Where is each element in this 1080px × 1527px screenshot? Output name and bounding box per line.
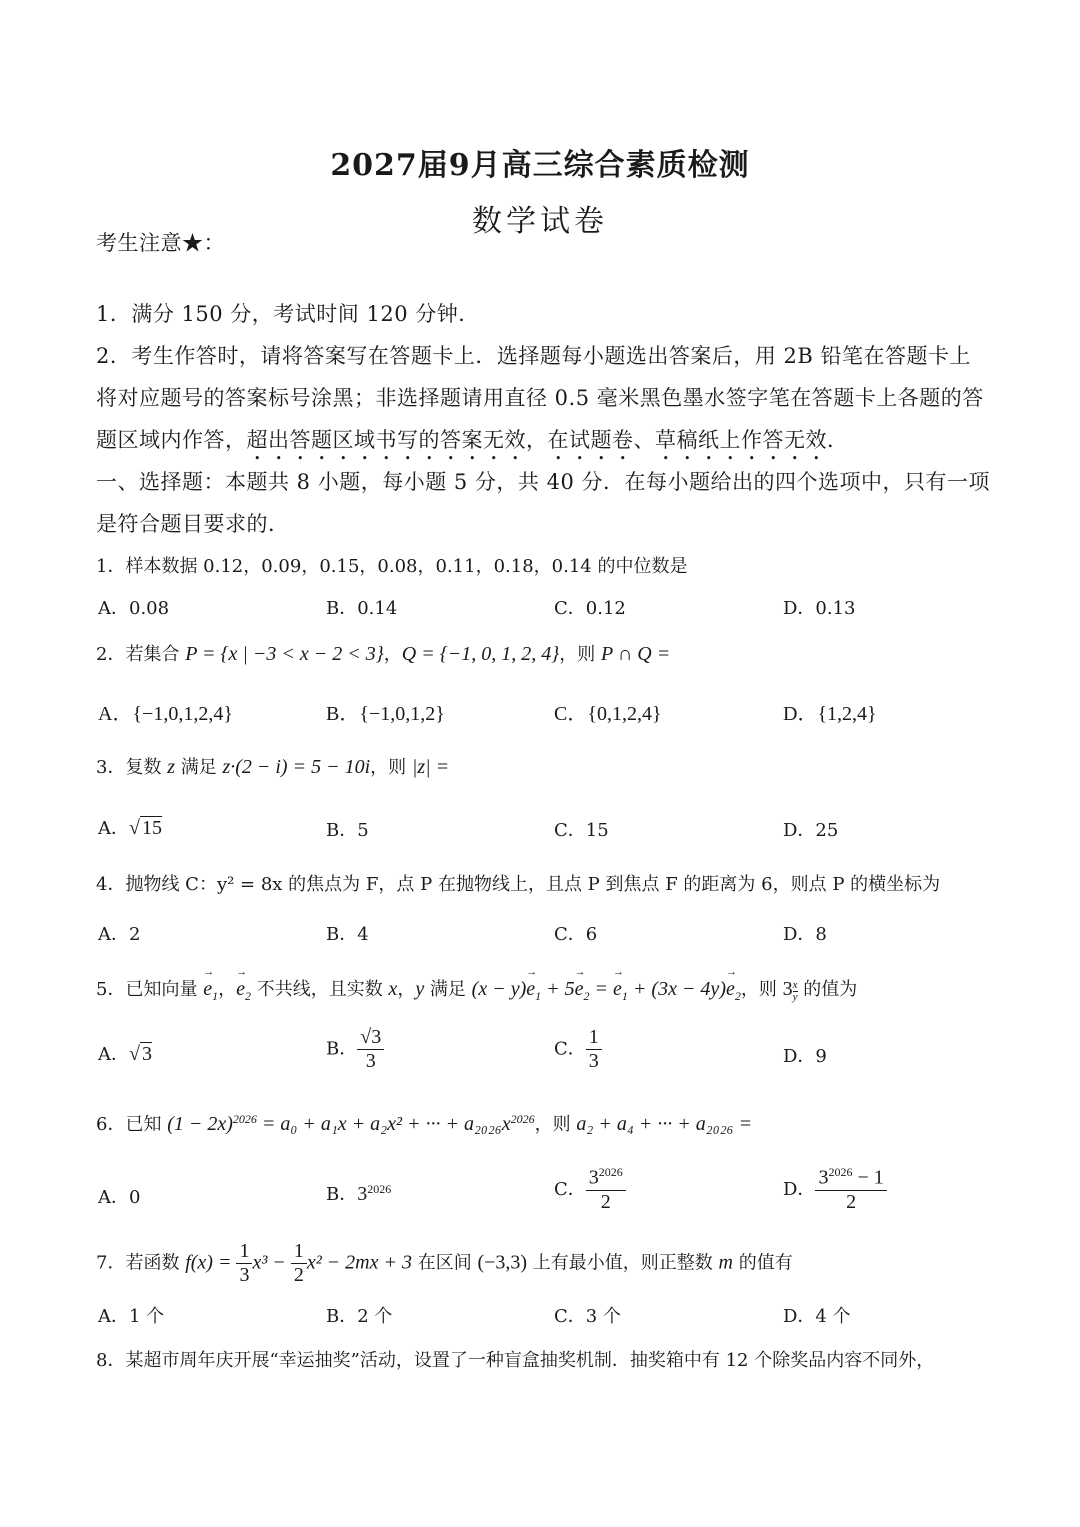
q5-eq-c: = [589, 978, 614, 1000]
q6-c-num-base: 3 [588, 1166, 599, 1189]
q6-lhs-exponent: 2026 [232, 1112, 257, 1126]
q2-set-q: Q = {−1, 0, 1, 2, 4} [401, 643, 560, 665]
q5-option-a-label: A． [98, 1044, 129, 1065]
q7-frac-2 [291, 1240, 307, 1287]
q7-post: 上有最小值，则正整数 [527, 1252, 719, 1274]
q5-option-c [554, 1026, 602, 1073]
q3-option-c: C．15 [554, 820, 609, 841]
exam-subtitle: 数学试卷 [472, 204, 608, 239]
question-6 [96, 1110, 984, 1136]
q2-expr: P ∩ Q = [600, 643, 671, 665]
q3-var-z: z [167, 756, 175, 778]
q6-lhs: (1 − 2x) [167, 1113, 233, 1135]
q4-option-b: B．4 [326, 924, 369, 945]
q6-rhs-exponent: 2026 [510, 1112, 535, 1126]
q5-eq-vector-4: → $e_2$ [726, 978, 741, 1004]
q7-frac1-num: 1 [236, 1240, 252, 1264]
q6-option-d-den: 2 [846, 1190, 857, 1213]
q2-sep: ， [383, 644, 402, 665]
q2-option-c: C．{0,1,2,4} [554, 703, 662, 725]
q5-e2-symbol: e [236, 978, 245, 1000]
q7-option-a: A．1 个 [98, 1306, 165, 1327]
q5-option-c-den: 3 [588, 1050, 599, 1072]
sqrt-icon: √ [129, 817, 140, 839]
question-1: 1．样本数据 0.12，0.09，0.15，0.08，0.11，0.18，0.14 的中位数是 [96, 556, 688, 577]
q6-option-d [783, 1166, 887, 1214]
q5-option-b-label: B． [326, 1038, 358, 1060]
q5-vector-e1: → $e_1$ [203, 978, 218, 1004]
q3-mid: 满足 [174, 757, 223, 778]
q5-exp-num: x [792, 979, 798, 991]
question-5 [96, 975, 984, 1004]
q6-c-num-exp: 2026 [598, 1165, 623, 1179]
q7-end: 的值有 [732, 1252, 793, 1274]
q6-option-d-fraction [815, 1166, 886, 1214]
q5-eq-vector-2: → $e_2$ [575, 978, 590, 1004]
notice-2-line-3-end: ． [827, 428, 849, 452]
q3-then: ，则 [370, 757, 412, 778]
notice-2-line-3-lead: 题区域内作答， [96, 428, 247, 452]
q6-option-d-label: D． [783, 1178, 816, 1200]
q5-eq-vector-1: → $e_1$ [526, 978, 541, 1004]
q7-option-b: B．2 个 [326, 1306, 393, 1327]
q5-option-c-label: C． [554, 1038, 586, 1060]
question-8: 8．某超市周年庆开展“幸运抽奖”活动，设置了一种盲盒抽奖机制．抽奖箱中有 12 个除奖品内容不同外， [96, 1350, 935, 1371]
q3-lead: 3．复数 [96, 757, 168, 778]
q5-end: 的值为 [797, 979, 858, 1000]
q6-d-num-tail: − 1 [852, 1166, 884, 1189]
question-4: 4．抛物线 C：y² = 8x 的焦点为 F，点 P 在抛物线上，且点 P 到焦点 F 的距离为 6，则点 P 的横坐标为 [96, 874, 941, 895]
q2-set-p: P = {x | −3 < x − 2 < 3} [185, 643, 384, 665]
question-3 [96, 753, 984, 779]
q6-then: ，则 [534, 1114, 577, 1135]
q7-func: f(x) = [185, 1251, 237, 1274]
q6-option-d-num [815, 1166, 886, 1191]
q3-option-b: B．5 [326, 820, 369, 841]
q5-var-y: y [415, 978, 425, 1000]
q6-option-b-label: B． [326, 1184, 358, 1205]
q6-sum: a₂ + a₄ + ··· + a₂₀₂₆ = [576, 1113, 753, 1135]
q7-frac2-num: 1 [291, 1240, 307, 1264]
q7-frac2-den: 2 [293, 1264, 304, 1286]
q2-option-a: A．{−1,0,1,2,4} [98, 703, 233, 725]
q1-option-c: C．0.12 [554, 598, 626, 619]
q5-option-b-num: √3 [357, 1026, 384, 1050]
notice-2-line-3 [96, 424, 984, 465]
notice-2-emphasis: 超出答题区域书写的答案无效，在试题卷、草稿纸上作答无效 [246, 428, 827, 452]
q6-option-c [554, 1166, 626, 1214]
q6-option-b-base: 3 [357, 1183, 368, 1205]
q6-option-c-den: 2 [600, 1190, 611, 1213]
q6-option-b-exponent: 2026 [367, 1182, 392, 1196]
q5-power-base: 3 [782, 978, 793, 1000]
q5-option-b-den: 3 [365, 1050, 376, 1072]
section-1-header-line-2: 是符合题目要求的． [96, 512, 290, 536]
q5-eq-vector-3: → $e_1$ [613, 978, 628, 1004]
notice-header: 考生注意★： [96, 231, 225, 255]
q5-eq-d: + (3x − 4y) [627, 978, 726, 1000]
question-7 [96, 1240, 984, 1287]
q5-option-a-radicand: 3 [141, 1043, 152, 1065]
notice-1: 1．满分 150 分，考试时间 120 分钟． [96, 302, 480, 326]
q5-option-c-num: 1 [586, 1026, 602, 1050]
notice-2-line-1: 2．考生作答时，请将答案写在答题卡上．选择题每小题选出答案后，用 2B 铅笔在答题卡上 [96, 344, 972, 368]
notice-2-line-2: 将对应题号的答案标号涂黑；非选择题请用直径 0.5 毫米黑色墨水签字笔在答题卡上各题的答 [96, 386, 984, 410]
q3-abs: |z| = [411, 756, 450, 778]
q2-option-d: D．{1,2,4} [783, 703, 877, 725]
q6-option-c-num [586, 1166, 626, 1191]
q1-option-a: A．0.08 [98, 598, 170, 619]
q3-option-a [98, 814, 162, 840]
q5-option-c-fraction [586, 1026, 602, 1073]
q5-comma: ， [397, 979, 416, 1000]
q7-term-1: x³ − [252, 1251, 291, 1274]
q6-rhs: = a₀ + a₁x + a₂x² + ··· + a₂₀₂₆x [256, 1113, 511, 1135]
q5-eq-b: + 5 [541, 978, 575, 1000]
sqrt-icon: √ [129, 1043, 140, 1065]
q5-lead: 5．已知向量 [96, 979, 204, 1000]
q5-vector-e2: → $e_2$ [236, 978, 251, 1004]
q7-option-d: D．4 个 [783, 1306, 851, 1327]
q6-d-num-base: 3 [818, 1166, 829, 1189]
q5-sep: ， [218, 979, 237, 1000]
q7-option-c: C．3 个 [554, 1306, 621, 1327]
q5-eq-a: (x − y) [471, 978, 527, 1000]
q5-option-a [98, 1040, 152, 1066]
q6-d-num-exp: 2026 [828, 1165, 853, 1179]
q7-mid: 在区间 [412, 1252, 478, 1274]
q6-option-b [326, 1180, 391, 1206]
q2-lead: 2．若集合 [96, 644, 186, 665]
q5-option-d: D．9 [783, 1046, 827, 1067]
q4-option-c: C．6 [554, 924, 598, 945]
q1-option-d: D．0.13 [783, 598, 856, 619]
q7-frac1-den: 3 [239, 1264, 250, 1286]
q6-lead: 6．已知 [96, 1114, 168, 1135]
q3-equation: z·(2 − i) = 5 − 10i [222, 756, 371, 778]
q4-option-a: A．2 [98, 924, 141, 945]
q6-option-a: A．0 [98, 1187, 141, 1208]
q6-option-c-fraction [586, 1166, 626, 1214]
section-1-header-line-1: 一、选择题：本题共 8 小题，每小题 5 分，共 40 分．在每小题给出的四个选项中，只有一项 [96, 470, 990, 494]
q5-then: ，则 [740, 979, 783, 1000]
q2-option-b: B．{−1,0,1,2} [326, 703, 445, 725]
question-2 [96, 640, 984, 666]
q3-option-a-label: A． [98, 818, 129, 839]
q6-option-c-label: C． [554, 1178, 586, 1200]
q5-exp-den: y [792, 991, 798, 1003]
q5-option-b [326, 1026, 384, 1073]
q5-mid1: 不共线，且实数 [250, 979, 389, 1000]
q7-lead: 7．若函数 [96, 1252, 186, 1274]
q1-option-b: B．0.14 [326, 598, 398, 619]
q4-option-d: D．8 [783, 924, 827, 945]
q7-var-m: m [718, 1251, 733, 1274]
q5-option-b-fraction [357, 1026, 384, 1073]
q2-then: ，则 [559, 644, 601, 665]
q7-frac-1 [236, 1240, 252, 1287]
q5-mid2: 满足 [424, 979, 472, 1000]
q7-term-2: x² − 2mx + 3 [306, 1251, 412, 1274]
q7-interval: (−3,3) [477, 1251, 528, 1274]
q3-option-a-radicand: 15 [141, 817, 162, 839]
q3-option-d: D．25 [783, 820, 839, 841]
q5-e1-symbol: e [203, 978, 213, 1000]
q5-var-x: x [388, 978, 398, 1000]
exam-title: 2027届9月高三综合素质检测 [330, 148, 750, 183]
